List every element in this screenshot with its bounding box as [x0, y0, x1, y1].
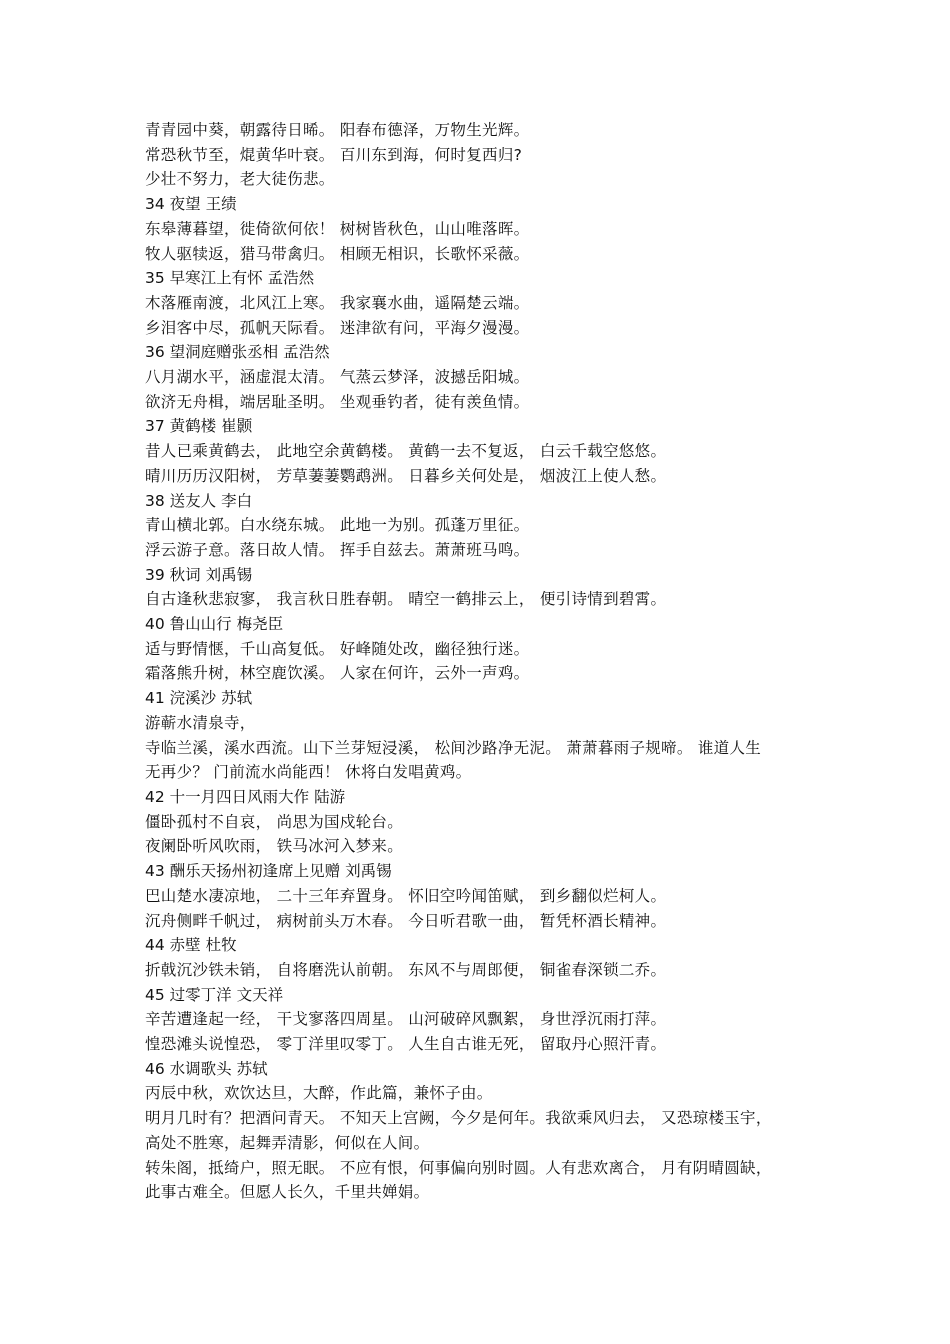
text-line: 游蕲水清泉寺， [145, 713, 256, 732]
poem-heading: 35 早寒江上有怀 孟浩然 [145, 269, 315, 288]
text-line: 夜阑卧听风吹雨， 铁马冰河入梦来。 [145, 837, 404, 856]
text-line: 八月湖水平，涵虚混太清。 气蒸云梦泽，波撼岳阳城。 [145, 368, 530, 387]
text-line: 适与野情惬，千山高复低。 好峰随处改，幽径独行迷。 [145, 639, 530, 658]
poem-heading: 43 酬乐天扬州初逢席上见赠 刘禹锡 [145, 862, 392, 881]
poem-heading: 39 秋词 刘禹锡 [145, 565, 253, 584]
text-line: 无再少？ 门前流水尚能西！ 休将白发唱黄鸡。 [145, 763, 472, 782]
poem-heading: 37 黄鹤楼 崔颢 [145, 417, 253, 436]
text-line: 少壮不努力，老大徒伤悲。 [145, 170, 335, 189]
text-line: 欲济无舟楫，端居耻圣明。 坐观垂钓者，徒有羡鱼情。 [145, 392, 530, 411]
text-line: 折戟沉沙铁未销， 自将磨洗认前朝。 东风不与周郎便， 铜雀春深锁二乔。 [145, 960, 667, 979]
poem-heading: 34 夜望 王绩 [145, 195, 237, 214]
text-line: 木落雁南渡，北风江上寒。 我家襄水曲，遥隔楚云端。 [145, 293, 530, 312]
text-line: 转朱阁，抵绮户，照无眠。 不应有恨，何事偏向别时圆。人有悲欢离合， 月有阴晴圆缺， [145, 1158, 772, 1177]
document-page [145, 118, 820, 1205]
text-line: 自古逢秋悲寂寥， 我言秋日胜春朝。 晴空一鹤排云上， 便引诗情到碧霄。 [145, 590, 667, 609]
text-line: 巴山楚水凄凉地， 二十三年弃置身。 怀旧空吟闻笛赋， 到乡翻似烂柯人。 [145, 886, 667, 905]
text-line: 牧人驱犊返，猎马带禽归。 相顾无相识，长歌怀采薇。 [145, 244, 530, 263]
text-line: 浮云游子意。落日故人情。 挥手自兹去。萧萧班马鸣。 [145, 540, 530, 559]
text-line: 惶恐滩头说惶恐， 零丁洋里叹零丁。 人生自古谁无死， 留取丹心照汗青。 [145, 1035, 667, 1054]
text-line: 常恐秋节至，焜黄华叶衰。 百川东到海，何时复西归? [145, 145, 523, 164]
text-line: 乡泪客中尽，孤帆天际看。 迷津欲有问，平海夕漫漫。 [145, 318, 530, 337]
text-line: 霜落熊升树，林空鹿饮溪。 人家在何许，云外一声鸡。 [145, 664, 530, 683]
poem-heading: 42 十一月四日风雨大作 陆游 [145, 787, 346, 806]
text-line: 丙辰中秋，欢饮达旦，大醉，作此篇，兼怀子由。 [145, 1084, 493, 1103]
text-line: 此事古难全。但愿人长久，千里共婵娟。 [145, 1183, 430, 1202]
text-line: 东皋薄暮望，徙倚欲何依！ 树树皆秋色，山山唯落晖。 [145, 219, 530, 238]
text-line: 高处不胜寒，起舞弄清影，何似在人间。 [145, 1133, 430, 1152]
poem-heading: 45 过零丁洋 文天祥 [145, 985, 284, 1004]
text-line: 明月几时有？把酒问青天。 不知天上宫阙，今夕是何年。我欲乘风归去， 又恐琼楼玉宇， [145, 1109, 772, 1128]
text-line: 昔人已乘黄鹤去， 此地空余黄鹤楼。 黄鹤一去不复返， 白云千载空悠悠。 [145, 442, 667, 461]
poem-heading: 41 浣溪沙 苏轼 [145, 689, 253, 708]
text-line: 晴川历历汉阳树， 芳草萋萋鹦鹉洲。 日暮乡关何处是， 烟波江上使人愁。 [145, 466, 667, 485]
text-line: 寺临兰溪，溪水西流。山下兰芽短浸溪， 松间沙路净无泥。 萧萧暮雨子规啼。 谁道人生 [145, 738, 762, 757]
text-line: 青青园中葵，朝露待日晞。 阳春布德泽，万物生光辉。 [145, 121, 530, 139]
text-line: 沉舟侧畔千帆过， 病树前头万木春。 今日听君歌一曲， 暂凭杯酒长精神。 [145, 911, 667, 930]
text-line: 僵卧孤村不自哀， 尚思为国戍轮台。 [145, 812, 404, 831]
poem-heading: 44 赤壁 杜牧 [145, 936, 237, 955]
poem-heading: 40 鲁山山行 梅尧臣 [145, 615, 284, 634]
poem-heading: 38 送友人 李白 [145, 491, 253, 510]
poem-heading: 36 望洞庭赠张丞相 孟浩然 [145, 343, 330, 362]
text-line: 青山横北郭。白水绕东城。 此地一为别。孤蓬万里征。 [145, 516, 530, 535]
text-line: 辛苦遭逢起一经， 干戈寥落四周星。 山河破碎风飘絮， 身世浮沉雨打萍。 [145, 1010, 667, 1029]
poem-heading: 46 水调歌头 苏轼 [145, 1059, 268, 1078]
